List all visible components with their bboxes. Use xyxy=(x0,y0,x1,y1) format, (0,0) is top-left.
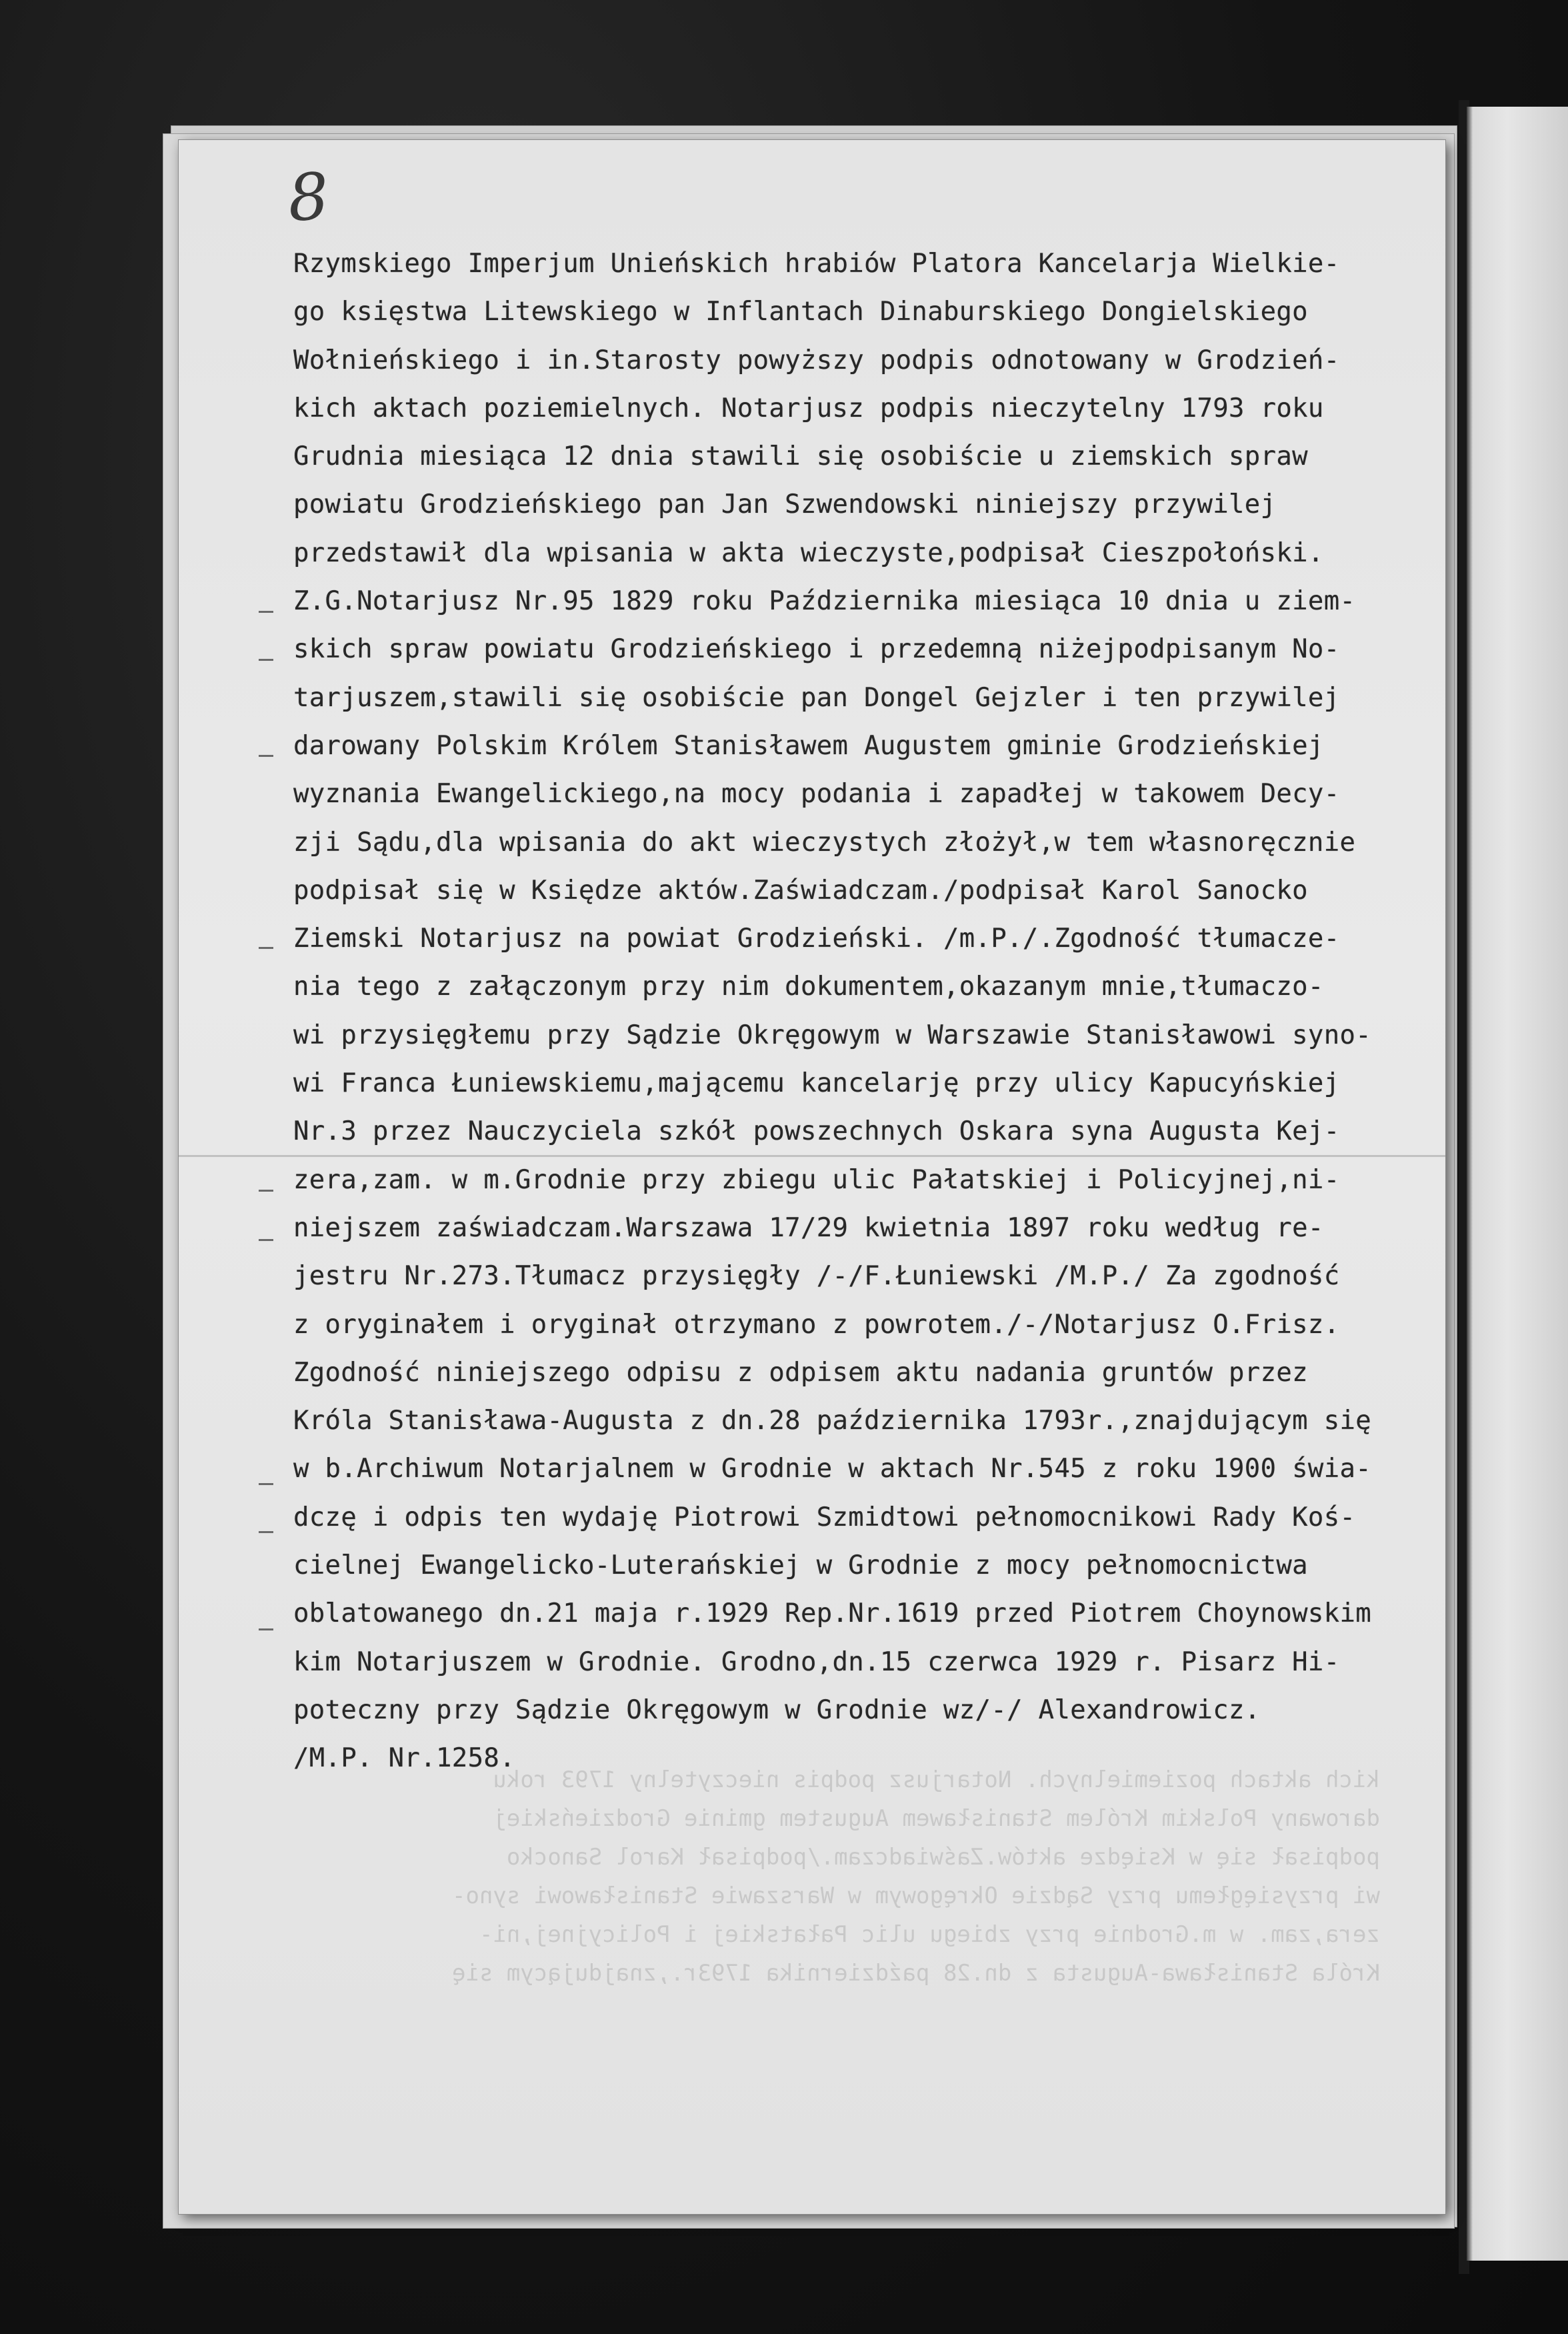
text-line: Wołnieńskiego i in.Starosty powyższy podpis odnotowany w Grodzień- xyxy=(293,345,1340,375)
bleed-through-line: zera,zam. w m.Grodnie przy zbiegu ulic Pałatskiej i Policyjnej,ni- xyxy=(479,1921,1380,1948)
text-line: kich aktach poziemielnych. Notarjusz podpis nieczytelny 1793 roku xyxy=(293,393,1324,423)
text-line: darowany Polskim Królem Stanisławem Augustem gminie Grodzieńskiej xyxy=(293,730,1324,761)
bleed-through-texture xyxy=(313,1761,1380,1993)
text-line: powiatu Grodzieńskiego pan Jan Szwendowski niniejszy przywilej xyxy=(293,489,1277,520)
bleed-through-line: wi przysięgłemu przy Sądzie Okręgowym w Warszawie Stanisławowi syno- xyxy=(452,1883,1380,1909)
text-line: wi Franca Łuniewskiemu,mającemu kancelarję przy ulicy Kapucyńskiej xyxy=(293,1068,1340,1099)
typed-text-body xyxy=(293,240,1387,1783)
margin-tick xyxy=(259,659,273,661)
text-line: Zgodność niniejszego odpisu z odpisem aktu nadania gruntów przez xyxy=(293,1357,1308,1388)
text-line: zji Sądu,dla wpisania do akt wieczystych złożył,w tem własnoręcznie xyxy=(293,827,1356,858)
text-line: Z.G.Notarjusz Nr.95 1829 roku Października miesiąca 10 dnia u ziem- xyxy=(293,586,1356,617)
bleed-through-line: darowany Polskim Królem Stanisławem Augustem gminie Grodzieńskiej xyxy=(493,1805,1380,1832)
text-line: wyznania Ewangelickiego,na mocy podania i zapadłej w takowem Decy- xyxy=(293,779,1340,810)
text-line: oblatowanego dn.21 maja r.1929 Rep.Nr.1619 przed Piotrem Choynowskim xyxy=(293,1598,1372,1629)
margin-tick xyxy=(259,611,273,613)
text-line: jestru Nr.273.Tłumacz przysięgły /-/F.Łuniewski /M.P./ Za zgodność xyxy=(293,1261,1340,1292)
margin-tick xyxy=(259,1531,273,1533)
margin-tick xyxy=(259,1239,273,1241)
text-line: Grudnia miesiąca 12 dnia stawili się osobiście u ziemskich spraw xyxy=(293,441,1308,472)
adjacent-page-edge xyxy=(1467,107,1568,2261)
text-line: tarjuszem,stawili się osobiście pan Dongel Gejzler i ten przywilej xyxy=(293,682,1340,713)
text-line: wi przysięgłemu przy Sądzie Okręgowym w Warszawie Stanisławowi syno- xyxy=(293,1020,1372,1050)
margin-tick xyxy=(259,947,273,949)
text-line: dczę i odpis ten wydaję Piotrowi Szmidtowi pełnomocnikowi Rady Koś- xyxy=(293,1502,1356,1532)
text-line: Króla Stanisława-Augusta z dn.28 października 1793r.,znajdującym się xyxy=(293,1406,1372,1436)
text-line: Rzymskiego Imperjum Unieńskich hrabiów Platora Kancelarja Wielkie- xyxy=(293,249,1340,279)
text-line: go księstwa Litewskiego w Inflantach Dinaburskiego Dongielskiego xyxy=(293,297,1308,327)
text-line: nia tego z załączonym przy nim dokumentem,okazanym mnie,tłumaczo- xyxy=(293,972,1324,1002)
handwritten-page-number: 8 xyxy=(285,159,331,236)
bleed-through-line: podpisał się w Księdze aktów.Zaświadczam./podpisał Karol Sanocko xyxy=(506,1844,1380,1871)
bleed-through-line: Króla Stanisława-Augusta z dn.28 października 1793r.,znajdującym się xyxy=(452,1960,1380,1987)
margin-tick xyxy=(259,1628,273,1630)
text-line: przedstawił dla wpisania w akta wieczyste,podpisał Cieszpołoński. xyxy=(293,537,1324,568)
text-line: w b.Archiwum Notarjalnem w Grodnie w aktach Nr.545 z roku 1900 świa- xyxy=(293,1454,1372,1484)
text-line: Ziemski Notarjusz na powiat Grodzieński. /m.P./.Zgodność tłumacze- xyxy=(293,924,1340,954)
text-line: z oryginałem i oryginał otrzymano z powrotem./-/Notarjusz O.Frisz. xyxy=(293,1309,1340,1340)
text-line: /M.P. Nr.1258. xyxy=(293,1743,515,1774)
text-line: podpisał się w Księdze aktów.Zaświadczam./podpisał Karol Sanocko xyxy=(293,875,1308,906)
text-line: cielnej Ewangelicko-Luterańskiej w Grodnie z mocy pełnomocnictwa xyxy=(293,1550,1308,1581)
text-line: Nr.3 przez Nauczyciela szkół powszechnych Oskara syna Augusta Kej- xyxy=(293,1116,1340,1147)
text-line: skich spraw powiatu Grodzieńskiego i przedemną niżejpodpisanym No- xyxy=(293,634,1340,665)
bleed-through-line: kich aktach poziemielnych. Notarjusz podpis nieczytelny 1793 roku xyxy=(493,1767,1380,1793)
margin-tick xyxy=(259,1190,273,1192)
text-line: kim Notarjuszem w Grodnie. Grodno,dn.15 czerwca 1929 r. Pisarz Hi- xyxy=(293,1646,1340,1677)
margin-tick xyxy=(259,1483,273,1485)
text-line: niejszem zaświadczam.Warszawa 17/29 kwietnia 1897 roku według re- xyxy=(293,1212,1324,1243)
text-line: zera,zam. w m.Grodnie przy zbiegu ulic Pałatskiej i Policyjnej,ni- xyxy=(293,1164,1340,1195)
margin-tick xyxy=(259,755,273,757)
text-line: poteczny przy Sądzie Okręgowym w Grodnie wz/-/ Alexandrowicz. xyxy=(293,1694,1261,1725)
